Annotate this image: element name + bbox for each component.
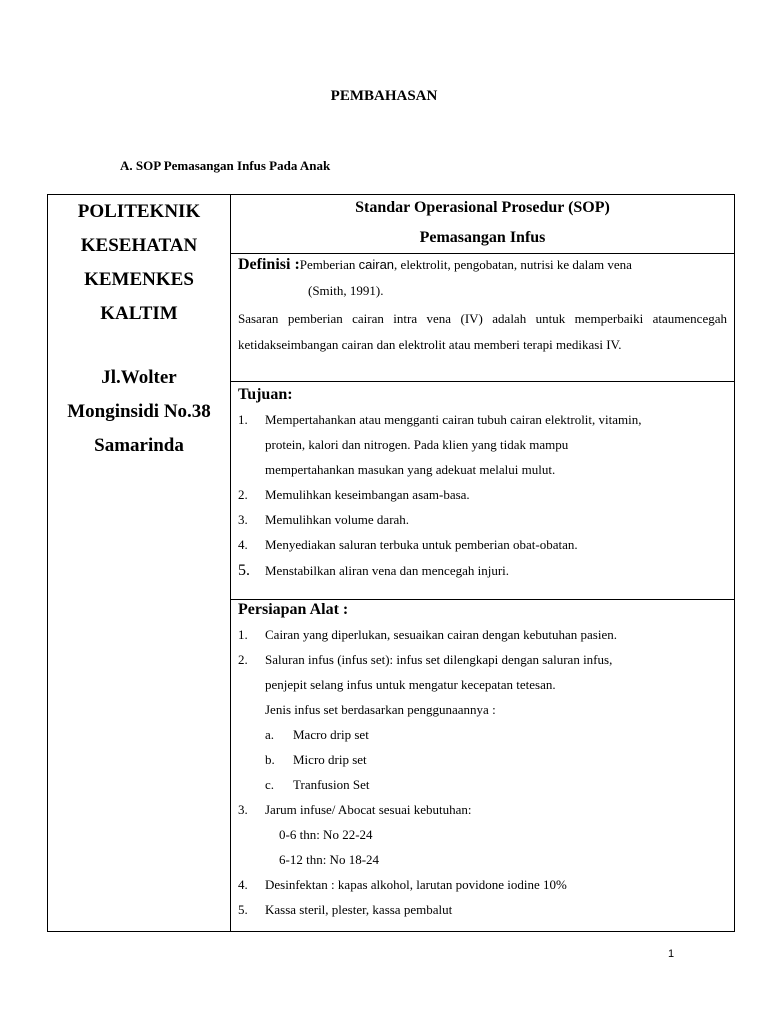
list-number: 4.: [238, 877, 248, 892]
list-number: 1.: [238, 412, 248, 427]
sub-list-item: [265, 747, 727, 772]
list-text: Saluran infus (infus set): infus set dilengkapi dengan saluran infus,: [265, 652, 613, 667]
persiapan-alat-label: Persiapan Alat :: [238, 601, 349, 618]
definisi-label: Definisi :: [238, 256, 300, 273]
institution-address: [48, 361, 230, 463]
needle-size: 6-12 thn: No 18-24: [279, 852, 380, 867]
list-item: [238, 507, 727, 532]
list-text: mempertahankan masukan yang adekuat melalui mulut.: [265, 462, 556, 477]
institution-line: KEMENKES: [84, 269, 194, 290]
infus-set-types: [265, 722, 727, 797]
address-line: Samarinda: [94, 435, 184, 456]
list-text: protein, kalori dan nitrogen. Pada klien yang tidak mampu: [265, 437, 569, 452]
definisi-text: Pemberian: [299, 257, 359, 272]
sub-letter: c.: [265, 777, 275, 792]
list-number: 1.: [238, 627, 248, 642]
address-line: Jl.Wolter: [101, 367, 177, 388]
list-item: [238, 532, 727, 557]
tujuan-label: Tujuan:: [238, 386, 293, 403]
page-number: 1: [668, 948, 675, 960]
tujuan-list: [238, 407, 727, 585]
list-number: 5.: [238, 902, 248, 917]
list-text: Memulihkan volume darah.: [265, 512, 410, 527]
sub-text: Micro drip set: [293, 752, 367, 767]
address-line: Monginsidi No.38: [67, 401, 211, 422]
list-text: Desinfektan : kapas alkohol, larutan povidone iodine 10%: [265, 877, 567, 892]
institution-line: POLITEKNIK: [77, 201, 201, 222]
definisi-text-rest: , elektrolit, pengobatan, nutrisi ke dalam vena: [394, 257, 632, 272]
sop-header-cell: [231, 195, 735, 254]
list-text: Mempertahankan atau mengganti cairan tubuh cairan elektrolit, vitamin,: [265, 412, 642, 427]
document-title: PEMBAHASAN: [330, 88, 438, 104]
list-text: Jenis infus set berdasarkan penggunaannya :: [265, 702, 496, 717]
section-heading: A. SOP Pemasangan Infus Pada Anak: [120, 158, 331, 173]
list-item: [238, 557, 727, 585]
sop-title: Standar Operasional Prosedur (SOP): [355, 199, 610, 216]
sub-text: Tranfusion Set: [293, 777, 370, 792]
alat-list: [238, 622, 727, 922]
list-number: 2.: [238, 487, 248, 502]
list-item: [238, 897, 727, 922]
institution-cell: [48, 195, 231, 932]
list-item: [238, 482, 727, 507]
sop-table: [47, 194, 735, 932]
list-number: 3.: [238, 512, 248, 527]
sub-letter: a.: [265, 727, 275, 742]
persiapan-alat-cell: [231, 600, 735, 932]
list-text: penjepit selang infus untuk mengatur kecepatan tetesan.: [265, 677, 556, 692]
list-number: 4.: [238, 537, 248, 552]
sub-letter: b.: [265, 752, 275, 767]
list-item: [238, 407, 727, 482]
list-item: [238, 872, 727, 897]
definisi-keyword: cairan: [358, 257, 395, 272]
list-text: Kassa steril, plester, kassa pembalut: [265, 902, 453, 917]
sub-list-item: [265, 722, 727, 747]
list-text: Memulihkan keseimbangan asam-basa.: [265, 487, 470, 502]
sub-text: Macro drip set: [293, 727, 369, 742]
tujuan-cell: [231, 382, 735, 600]
list-number: 3.: [238, 802, 248, 817]
sub-list-item: [265, 772, 727, 797]
list-number: 2.: [238, 652, 248, 667]
institution-line: KESEHATAN: [80, 235, 198, 256]
list-text: Jarum infuse/ Abocat sesuai kebutuhan:: [265, 802, 472, 817]
institution-name: [48, 195, 230, 331]
definisi-paragraph: Sasaran pemberian cairan intra vena (IV) adalah untuk memperbaiki ataumencegah ketidakseimbangan cairan dan elektrolit atau memberi terapi medikasi IV.: [238, 311, 727, 352]
needle-size: 0-6 thn: No 22-24: [279, 827, 373, 842]
list-item: [238, 647, 727, 797]
definisi-citation: (Smith, 1991).: [308, 283, 384, 298]
definisi-cell: [231, 254, 735, 382]
list-number: 5.: [238, 562, 250, 579]
list-item: [238, 797, 727, 872]
list-text: Menstabilkan aliran vena dan mencegah injuri.: [265, 563, 510, 578]
institution-line: KALTIM: [100, 303, 178, 324]
list-text: Cairan yang diperlukan, sesuaikan cairan dengan kebutuhan pasien.: [265, 627, 617, 642]
list-item: [238, 622, 727, 647]
sop-subtitle: Pemasangan Infus: [419, 229, 546, 246]
list-text: Menyediakan saluran terbuka untuk pemberian obat-obatan.: [265, 537, 578, 552]
